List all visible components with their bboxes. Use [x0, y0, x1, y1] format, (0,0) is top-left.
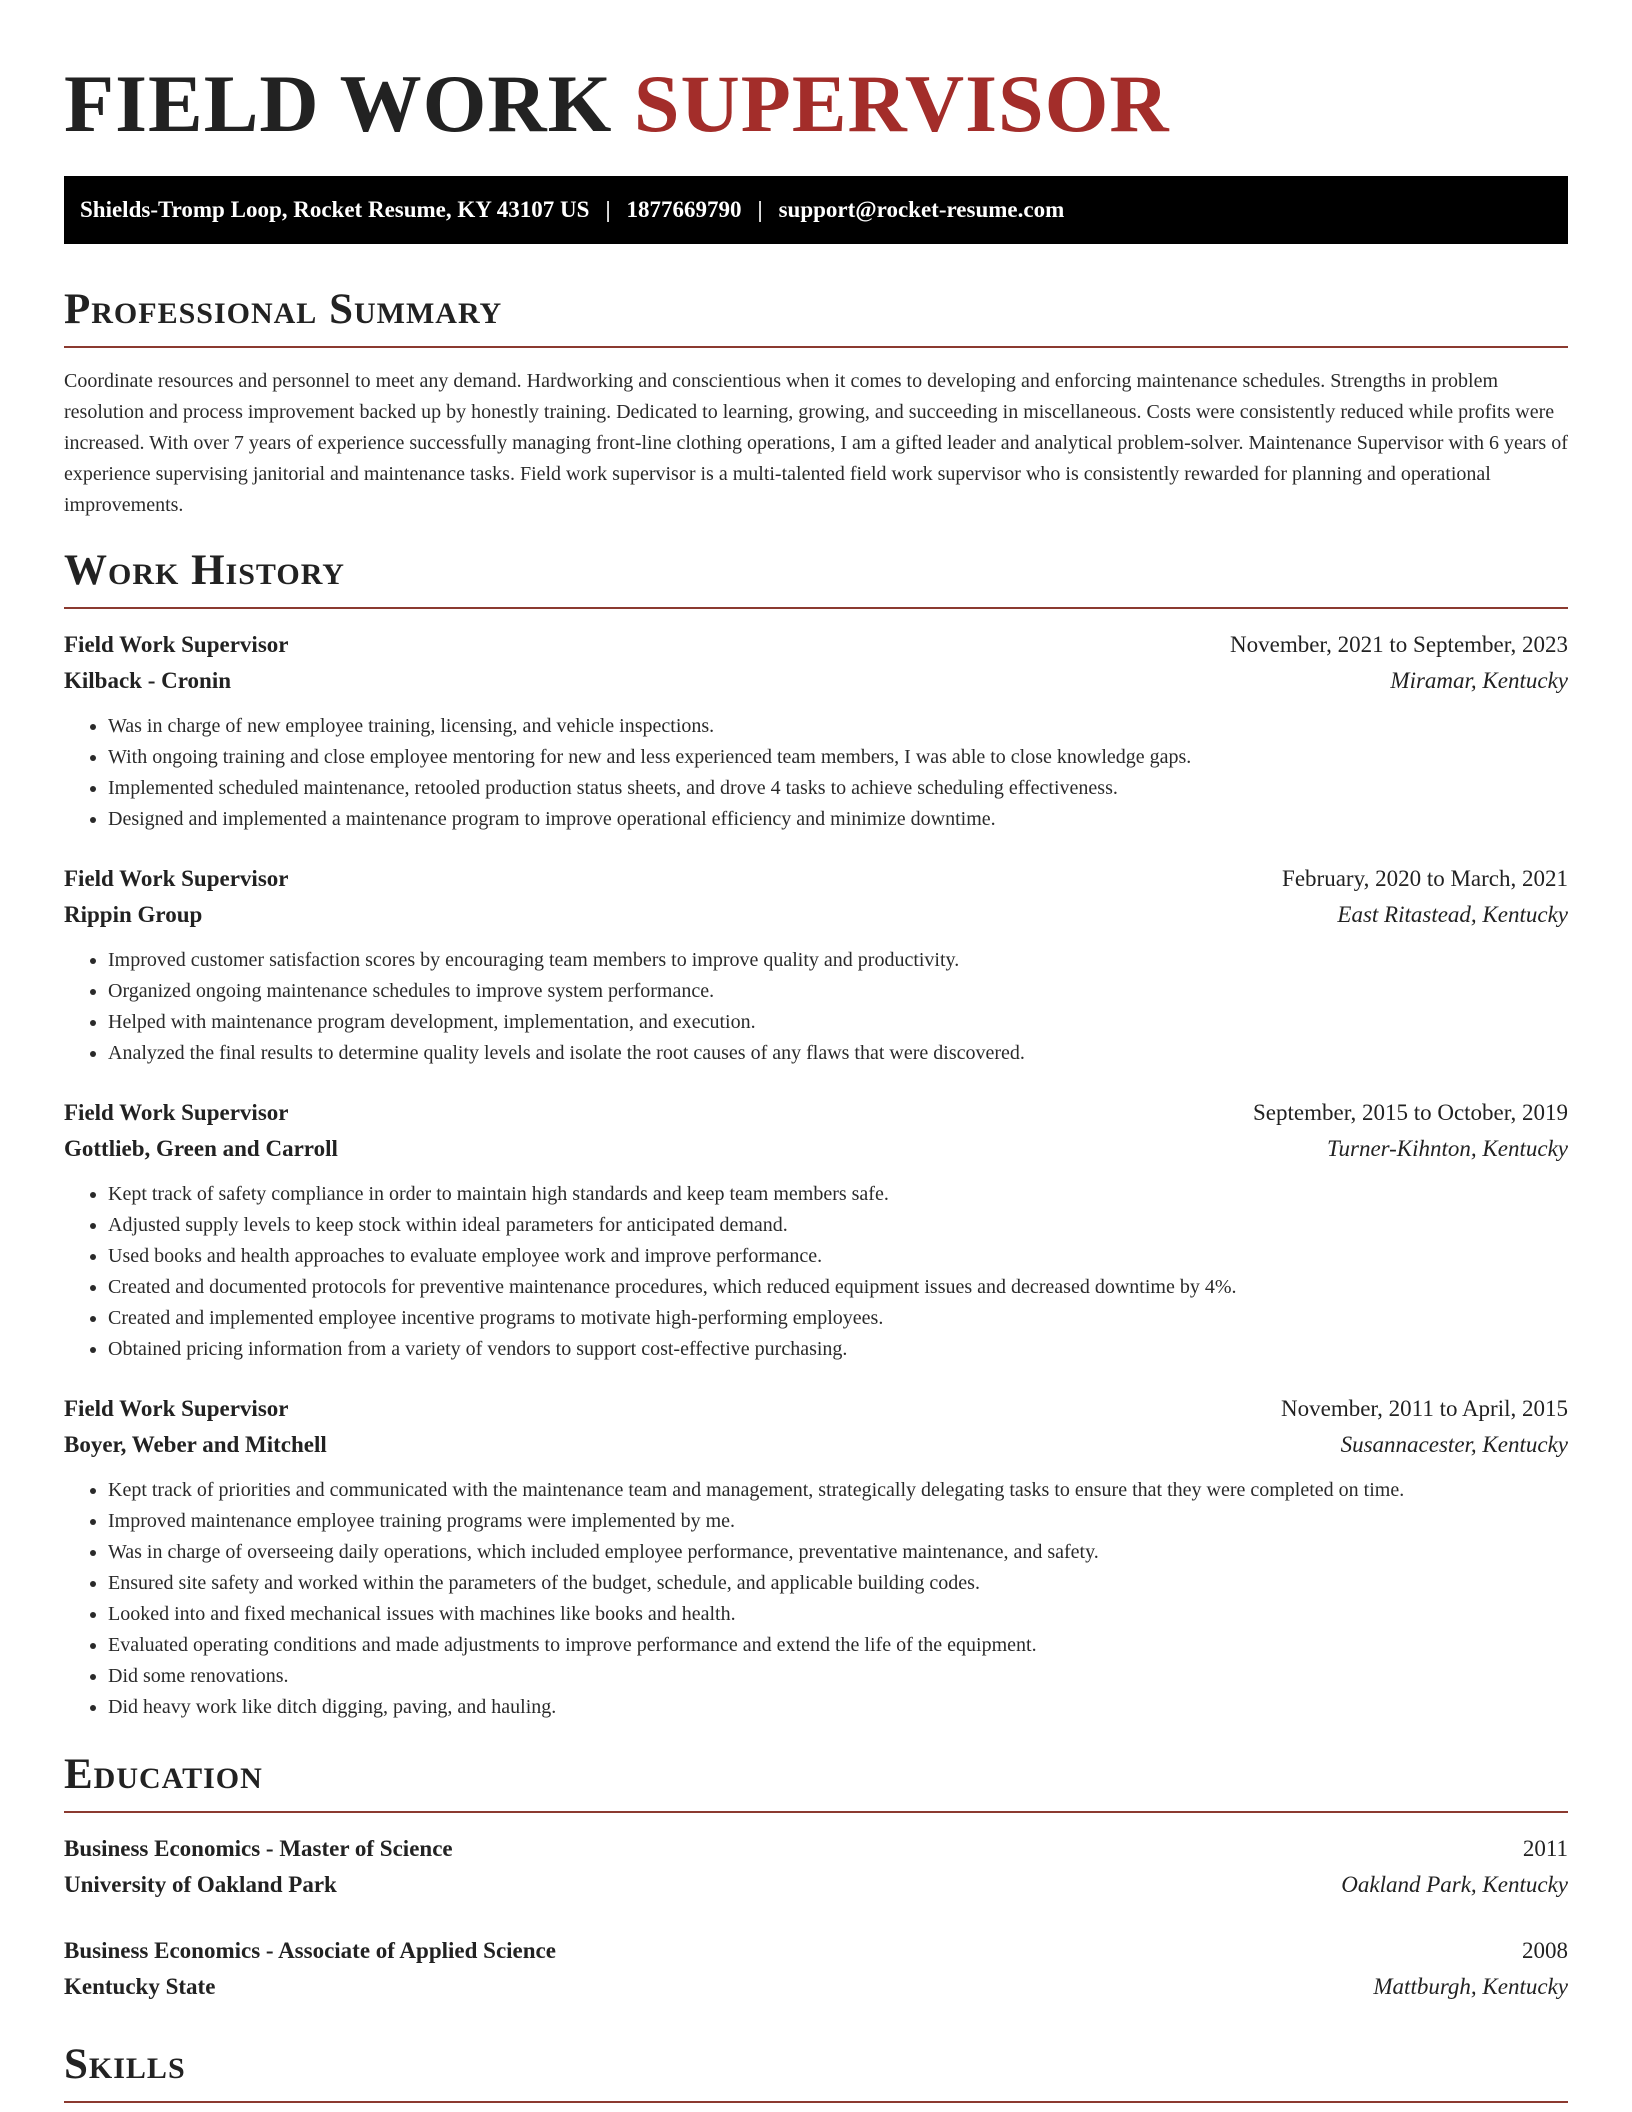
job-title-row [64, 861, 1568, 897]
education-degree: Business Economics - Associate of Applied Science [64, 1938, 556, 1963]
work-history-section [64, 545, 1568, 1723]
job-title: Field Work Supervisor [64, 866, 289, 891]
contact-address: Shields-Tromp Loop, Rocket Resume, KY 43107 US [80, 197, 590, 222]
contact-separator: | [757, 197, 763, 222]
job-company-row [64, 897, 1568, 933]
job-company: Boyer, Weber and Mitchell [64, 1432, 327, 1457]
job-location: Susannacester, Kentucky [1340, 1432, 1568, 1457]
job-company-row [64, 1427, 1568, 1463]
contact-separator: | [605, 197, 611, 222]
education-entry [64, 1933, 1568, 2005]
job-bullet: • Helped with maintenance program development, implementation, and execution. [108, 1007, 1568, 1038]
job-bullet: • Did heavy work like ditch digging, paving, and hauling. [108, 1692, 1568, 1723]
job-bullet: • Ensured site safety and worked within the parameters of the budget, schedule, and applicable building codes. [108, 1568, 1568, 1599]
job-bullet: • Implemented scheduled maintenance, retooled production status sheets, and drove 4 tasks to achieve scheduling effectiveness. [108, 773, 1568, 804]
job-entry [64, 1095, 1568, 1365]
education-school-row [64, 1867, 1568, 1903]
education-school-row [64, 1969, 1568, 2005]
job-bullet: • Did some renovations. [108, 1661, 1568, 1692]
contact-phone: 1877669790 [626, 197, 742, 222]
job-bullets [64, 945, 1568, 1069]
section-heading-skills: Skills [64, 2039, 1568, 2103]
job-company-row [64, 1131, 1568, 1167]
job-title-row [64, 1391, 1568, 1427]
job-entry [64, 1391, 1568, 1723]
job-location: East Ritastead, Kentucky [1337, 902, 1568, 927]
job-bullet: • Evaluated operating conditions and made adjustments to improve performance and extend the life of the equipment. [108, 1630, 1568, 1661]
job-bullet: • Looked into and fixed mechanical issues with machines like books and health. [108, 1599, 1568, 1630]
job-bullet: • Kept track of safety compliance in order to maintain high standards and keep team members safe. [108, 1179, 1568, 1210]
education-location: Oakland Park, Kentucky [1341, 1872, 1568, 1897]
summary-text: Coordinate resources and personnel to meet any demand. Hardworking and conscientious when it comes to developing and enforcing maintenance schedules. Strengths in problem resolution and process improvement backed up by honestly training. Dedicated to learning, growing, and succeeding in miscellaneous. Costs were consistently reduced while profits were increased. With over 7 years of experience successfully managing front-line clothing operations, I am a gifted leader and analytical problem-solver. Maintenance Supervisor with 6 years of experience supervising janitorial and maintenance tasks. Field work supervisor is a multi-talented field work supervisor who is consistently rewarded for planning and operational improvements. [64, 370, 1568, 516]
title-accent: SUPERVISOR [633, 58, 1170, 149]
section-heading-work-history: Work History [64, 545, 1568, 609]
section-heading-education: Education [64, 1749, 1568, 1813]
education-degree-row [64, 1933, 1568, 1969]
job-location: Miramar, Kentucky [1390, 668, 1568, 693]
job-company: Kilback - Cronin [64, 668, 231, 693]
education-year: 2011 [1522, 1836, 1568, 1861]
professional-summary-section [64, 284, 1568, 521]
job-company: Gottlieb, Green and Carroll [64, 1136, 338, 1161]
job-dates: November, 2021 to September, 2023 [1230, 632, 1568, 657]
job-title: Field Work Supervisor [64, 632, 289, 657]
job-bullet: • Was in charge of overseeing daily operations, which included employee performance, preventative maintenance, and safety. [108, 1537, 1568, 1568]
resume-title [64, 56, 1568, 152]
contact-email: support@rocket-resume.com [778, 197, 1065, 222]
section-heading-summary: Professional Summary [64, 284, 1568, 348]
job-bullets [64, 1475, 1568, 1723]
job-company-row [64, 663, 1568, 699]
job-entry [64, 861, 1568, 1069]
job-dates: November, 2011 to April, 2015 [1281, 1396, 1568, 1421]
job-bullet: • Obtained pricing information from a variety of vendors to support cost-effective purchasing. [108, 1334, 1568, 1365]
job-bullet: • Created and documented protocols for preventive maintenance procedures, which reduced equipment issues and decreased downtime by 4%. [108, 1272, 1568, 1303]
education-school: Kentucky State [64, 1974, 216, 1999]
skills-section [64, 2039, 1568, 2103]
education-entry [64, 1831, 1568, 1903]
job-bullet: • Used books and health approaches to evaluate employee work and improve performance. [108, 1241, 1568, 1272]
job-bullet: • Was in charge of new employee training, licensing, and vehicle inspections. [108, 711, 1568, 742]
job-bullet: • Analyzed the final results to determine quality levels and isolate the root causes of any flaws that were discovered. [108, 1038, 1568, 1069]
job-bullet: • Created and implemented employee incentive programs to motivate high-performing employees. [108, 1303, 1568, 1334]
job-bullet: • Improved maintenance employee training programs were implemented by me. [108, 1506, 1568, 1537]
job-bullet: • With ongoing training and close employee mentoring for new and less experienced team members, I was able to close knowledge gaps. [108, 742, 1568, 773]
job-company: Rippin Group [64, 902, 203, 927]
job-bullets [64, 1179, 1568, 1365]
job-bullet: • Designed and implemented a maintenance program to improve operational efficiency and minimize downtime. [108, 804, 1568, 835]
education-degree-row [64, 1831, 1568, 1867]
education-location: Mattburgh, Kentucky [1373, 1974, 1568, 1999]
job-title: Field Work Supervisor [64, 1100, 289, 1125]
job-bullets [64, 711, 1568, 835]
job-title: Field Work Supervisor [64, 1396, 289, 1421]
job-bullet: • Kept track of priorities and communicated with the maintenance team and management, strategically delegating tasks to ensure that they were completed on time. [108, 1475, 1568, 1506]
title-main: FIELD WORK [64, 58, 613, 149]
education-section [64, 1749, 1568, 2005]
job-entry [64, 627, 1568, 835]
contact-bar [64, 176, 1568, 244]
job-dates: February, 2020 to March, 2021 [1282, 866, 1568, 891]
job-title-row [64, 1095, 1568, 1131]
job-title-row [64, 627, 1568, 663]
job-location: Turner-Kihnton, Kentucky [1326, 1136, 1568, 1161]
education-school: University of Oakland Park [64, 1872, 337, 1897]
education-degree: Business Economics - Master of Science [64, 1836, 453, 1861]
education-year: 2008 [1522, 1938, 1568, 1963]
job-bullet: • Organized ongoing maintenance schedules to improve system performance. [108, 976, 1568, 1007]
job-bullet: • Adjusted supply levels to keep stock within ideal parameters for anticipated demand. [108, 1210, 1568, 1241]
job-dates: September, 2015 to October, 2019 [1253, 1100, 1568, 1125]
job-bullet: • Improved customer satisfaction scores by encouraging team members to improve quality and productivity. [108, 945, 1568, 976]
